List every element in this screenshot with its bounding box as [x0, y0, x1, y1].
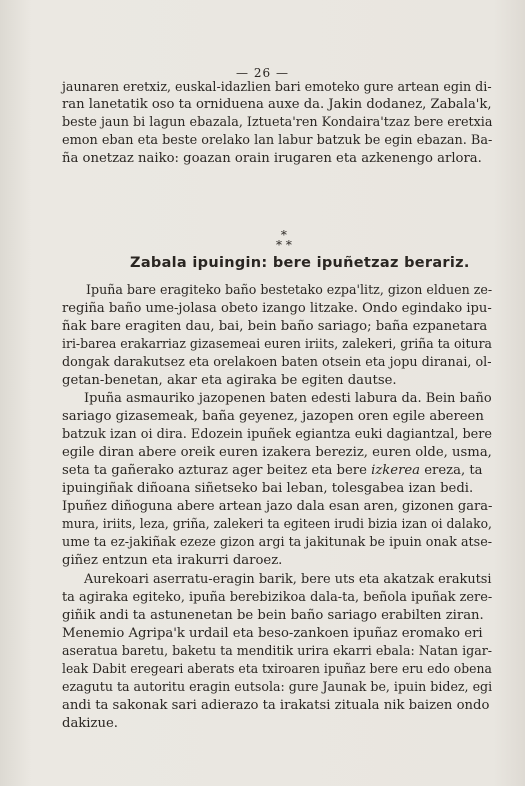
text-line: ran lanetatik oso ta orniduena auxe da. Jakin dodanez, Zabala'k,	[62, 97, 492, 112]
text-line: sariago gizasemeak, baña geyenez, jazopen oren egile abereen	[62, 409, 484, 424]
text-line: giñik andi ta astunenetan be bein baño sariago erabilten ziran.	[62, 608, 484, 623]
separator-star: *	[280, 228, 287, 242]
separator-stars: * *	[276, 238, 292, 252]
text-line: egile diran abere oreik euren izakera bereziz, euren olde, usma,	[62, 445, 492, 460]
text-line: Aurekoari aserratu-eragin barik, bere uts eta akatzak erakutsi	[84, 572, 492, 587]
text-line: Ipuña asmauriko jazopenen baten edesti labura da. Bein baño	[84, 391, 492, 406]
section-separator	[276, 230, 292, 250]
text-line: dakizue.	[62, 716, 118, 731]
italic-word: izkerea	[371, 463, 421, 478]
text-line: regiña baño ume-jolasa obeto izango litzake. Ondo egindako ipu-	[62, 301, 492, 316]
page-number: — 26 —	[236, 66, 289, 80]
text-line: andi ta sakonak sari adierazo ta irakatsi zituala nik baizen ondo	[62, 698, 490, 713]
text-segment: seta ta gañerako azturaz ager beitez eta bere	[62, 463, 372, 478]
text-line: iri-barea erakarriaz gizasemeai euren iriits, zalekeri, griña ta oitura	[62, 337, 492, 352]
text-line: beste jaun bi lagun ebazala, Iztueta'ren Kondaira'tzaz bere eretxia	[62, 115, 493, 130]
text-line-with-italic	[62, 462, 483, 479]
text-line: ezagutu ta autoritu eragin eutsola: gure Jaunak be, ipuin bidez, egi	[62, 680, 493, 695]
text-line: ipuingiñak diñoana siñetseko bai leban, tolesgabea izan bedi.	[62, 481, 474, 496]
text-line: emon eban eta beste orelako lan labur batzuk be egin ebazan. Ba-	[62, 133, 493, 148]
text-segment: ereza, ta	[420, 463, 483, 478]
text-line: mura, iriits, leza, griña, zalekeri ta egiteen irudi bizia izan oi dalako,	[62, 517, 492, 532]
text-line: Ipuña bare eragiteko baño bestetako ezpa'litz, gizon elduen ze-	[86, 283, 493, 298]
text-line: getan-benetan, akar eta agiraka be egiten dautse.	[62, 373, 397, 388]
text-line: batzuk izan oi dira. Edozein ipuñek egiantza euki dagiantzal, bere	[62, 427, 493, 442]
text-line: Ipuñez diñoguna abere artean jazo dala esan aren, gizonen gara-	[62, 499, 493, 514]
text-line: leak Dabit eregeari aberats eta txiroaren ipuñaz bere eru edo obena	[62, 662, 492, 677]
section-heading: Zabala ipuingin: bere ipuñetzaz berariz.	[130, 255, 470, 271]
text-line: ñak bare eragiten dau, bai, bein baño sariago; baña ezpanetara	[62, 319, 488, 334]
text-line: ta agiraka egiteko, ipuña berebizikoa dala-ta, beñola ipuñak zere-	[62, 590, 493, 605]
text-line: ume ta ez-jakiñak ezeze gizon argi ta jakitunak be ipuin onak atse-	[62, 535, 493, 550]
text-line: ña onetzaz naiko: goazan orain irugaren eta azkenengo arlora.	[62, 151, 482, 166]
text-line: aseratua baretu, baketu ta menditik urira ekarri ebala: Natan igar-	[62, 644, 493, 659]
text-line: Menemio Agripa'k urdail eta beso-zankoen ipuñaz eromako eri	[62, 626, 483, 641]
text-line: giñez entzun eta irakurri daroez.	[62, 553, 283, 568]
text-line: dongak darakutsez eta orelakoen baten otsein eta jopu diranai, ol-	[62, 355, 492, 370]
text-line: jaunaren eretxiz, euskal-idazlien bari emoteko gure artean egin di-	[62, 80, 492, 95]
